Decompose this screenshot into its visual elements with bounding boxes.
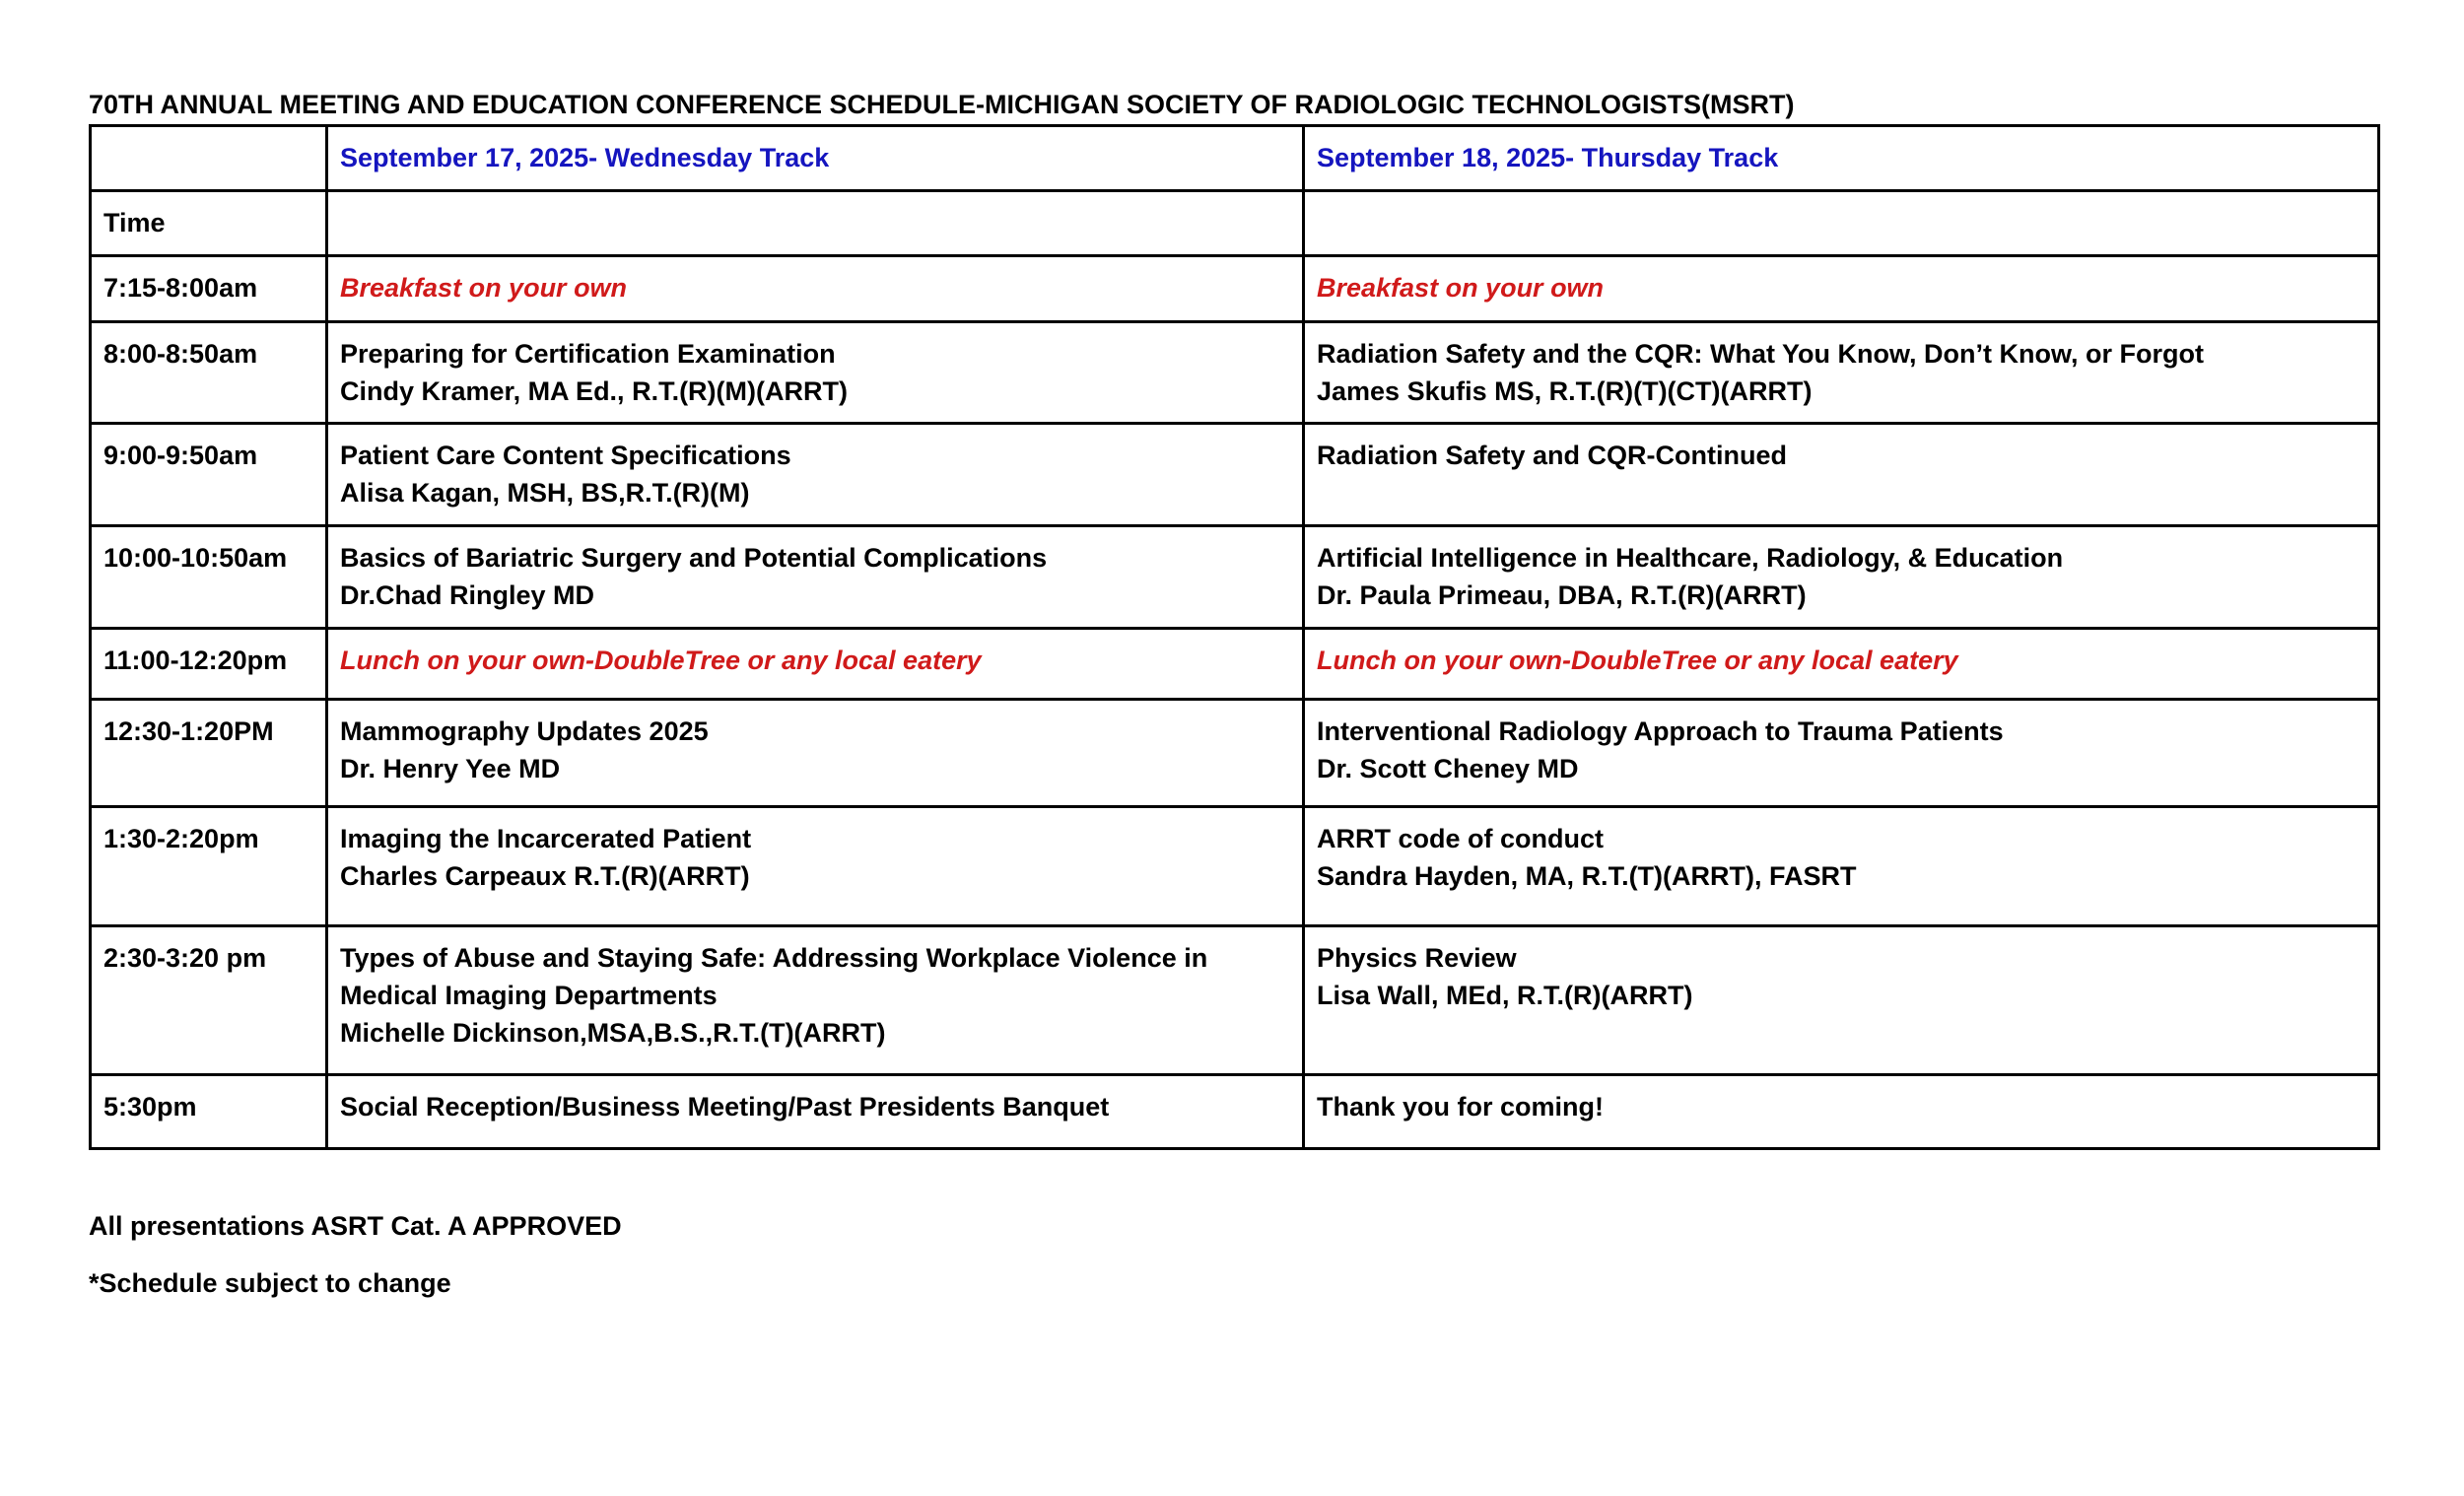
wednesday-session [327,424,1304,526]
session-title: ARRT code of conduct [1317,824,1604,853]
schedule-row [91,322,2379,424]
session-speaker: Michelle Dickinson,MSA,B.S.,R.T.(T)(ARRT) [340,1018,886,1048]
session-speaker: Lisa Wall, MEd, R.T.(R)(ARRT) [1317,981,1693,1010]
session-title: Lunch on your own-DoubleTree or any local eatery [1317,646,1958,675]
session-title: Patient Care Content Specifications [340,441,791,470]
time-cell: 1:30-2:20pm [91,807,327,926]
wednesday-session [327,926,1304,1075]
session-speaker: Dr.Chad Ringley MD [340,580,595,610]
wednesday-session [327,322,1304,424]
wednesday-session [327,1075,1304,1149]
empty-cell [1304,191,2379,256]
session-title: Social Reception/Business Meeting/Past Presidents Banquet [340,1092,1110,1122]
session-title: Radiation Safety and CQR-Continued [1317,441,1788,470]
thursday-session [1304,424,2379,526]
thursday-session [1304,256,2379,322]
session-speaker: Dr. Paula Primeau, DBA, R.T.(R)(ARRT) [1317,580,1807,610]
session-speaker: Alisa Kagan, MSH, BS,R.T.(R)(M) [340,478,750,508]
time-cell: 2:30-3:20 pm [91,926,327,1075]
wednesday-session [327,807,1304,926]
session-speaker: Charles Carpeaux R.T.(R)(ARRT) [340,861,750,891]
wednesday-track-header: September 17, 2025- Wednesday Track [327,126,1304,191]
time-cell: 8:00-8:50am [91,322,327,424]
header-blank-cell [91,126,327,191]
schedule-row [91,424,2379,526]
schedule-row [91,700,2379,807]
time-cell: 11:00-12:20pm [91,629,327,700]
time-label-row [91,191,2379,256]
track-header-row [91,126,2379,191]
session-title: Interventional Radiology Approach to Trauma Patients [1317,716,2004,746]
session-speaker: Dr. Scott Cheney MD [1317,754,1579,783]
time-column-label: Time [91,191,327,256]
thursday-session [1304,1075,2379,1149]
time-cell: 7:15-8:00am [91,256,327,322]
time-cell: 12:30-1:20PM [91,700,327,807]
thursday-session [1304,526,2379,629]
session-title: Breakfast on your own [340,273,628,303]
session-speaker: Sandra Hayden, MA, R.T.(T)(ARRT), FASRT [1317,861,1857,891]
empty-cell [327,191,1304,256]
thursday-session [1304,926,2379,1075]
session-title: Lunch on your own-DoubleTree or any local eatery [340,646,982,675]
session-title-continued: Medical Imaging Departments [340,981,718,1010]
thursday-session [1304,322,2379,424]
time-cell: 9:00-9:50am [91,424,327,526]
schedule-row [91,926,2379,1075]
time-cell: 10:00-10:50am [91,526,327,629]
session-title: Physics Review [1317,943,1517,973]
session-speaker: Dr. Henry Yee MD [340,754,561,783]
session-title: Radiation Safety and the CQR: What You Know, Don’t Know, or Forgot [1317,339,2204,369]
schedule-table [89,124,2380,1150]
wednesday-session [327,256,1304,322]
session-title: Imaging the Incarcerated Patient [340,824,752,853]
thursday-track-header: September 18, 2025- Thursday Track [1304,126,2379,191]
wednesday-session [327,700,1304,807]
thursday-session [1304,629,2379,700]
session-speaker: Cindy Kramer, MA Ed., R.T.(R)(M)(ARRT) [340,376,848,406]
schedule-change-note: *Schedule subject to change [89,1268,451,1298]
schedule-row [91,629,2379,700]
session-title: Preparing for Certification Examination [340,339,836,369]
session-title: Basics of Bariatric Surgery and Potential Complications [340,543,1048,573]
page-title: 70TH ANNUAL MEETING AND EDUCATION CONFERENCE SCHEDULE-MICHIGAN SOCIETY OF RADIOLOGIC TECHNOLOGISTS(MSRT) [89,90,1795,119]
session-speaker: James Skufis MS, R.T.(R)(T)(CT)(ARRT) [1317,376,1813,406]
thursday-session [1304,700,2379,807]
session-title: Artificial Intelligence in Healthcare, Radiology, & Education [1317,543,2064,573]
wednesday-session [327,526,1304,629]
schedule-row [91,526,2379,629]
session-title: Breakfast on your own [1317,273,1605,303]
wednesday-session [327,629,1304,700]
approval-note: All presentations ASRT Cat. A APPROVED [89,1211,622,1241]
schedule-row [91,1075,2379,1149]
thursday-session [1304,807,2379,926]
session-title: Mammography Updates 2025 [340,716,709,746]
schedule-row [91,807,2379,926]
session-title: Types of Abuse and Staying Safe: Addressing Workplace Violence in [340,943,1208,973]
time-cell: 5:30pm [91,1075,327,1149]
schedule-row [91,256,2379,322]
session-title: Thank you for coming! [1317,1092,1605,1122]
